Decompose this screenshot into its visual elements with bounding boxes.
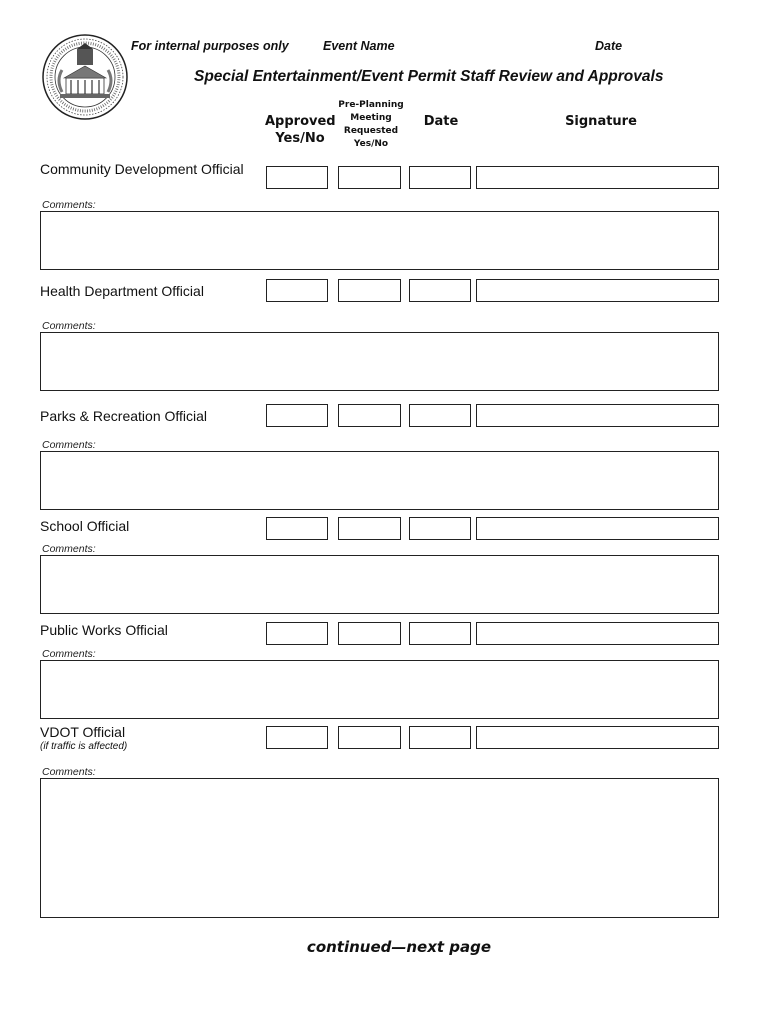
public-works-approved-field[interactable]	[266, 622, 328, 645]
parks-recreation-date-field[interactable]	[409, 404, 471, 427]
public-works-signature-field[interactable]	[476, 622, 719, 645]
public-works-preplanning-field[interactable]	[338, 622, 401, 645]
pre-planning-header-line1: Pre-Planning	[338, 100, 404, 110]
community-development-label: Community Development Official	[40, 161, 244, 177]
health-department-signature-field[interactable]	[476, 279, 719, 302]
parks-recreation-comments-field[interactable]	[40, 451, 719, 510]
health-department-comments-field[interactable]	[40, 332, 719, 391]
approved-header-line2: Yes/No	[275, 131, 325, 146]
date-column-header: Date	[423, 114, 459, 129]
community-development-comments-field[interactable]	[40, 211, 719, 270]
county-seal-logo	[42, 34, 128, 120]
health-department-approved-field[interactable]	[266, 279, 328, 302]
vdot-comments-label: Comments:	[42, 766, 96, 778]
school-approved-field[interactable]	[266, 517, 328, 540]
school-label: School Official	[40, 518, 130, 534]
event-name-label: Event Name	[323, 39, 395, 53]
approved-header-line1: Approved	[265, 114, 336, 129]
vdot-label: VDOT Official	[40, 724, 126, 740]
school-preplanning-field[interactable]	[338, 517, 401, 540]
vdot-comments-field[interactable]	[40, 778, 719, 918]
public-works-label: Public Works Official	[40, 622, 168, 638]
public-works-comments-field[interactable]	[40, 660, 719, 719]
pre-planning-header-line2: Meeting	[350, 113, 392, 123]
continued-next-page-note: continued—next page	[306, 938, 492, 956]
signature-column-header: Signature	[565, 114, 637, 129]
parks-recreation-label: Parks & Recreation Official	[40, 408, 208, 424]
internal-purposes-label: For internal purposes only	[131, 39, 289, 53]
school-comments-label: Comments:	[42, 543, 96, 555]
parks-recreation-signature-field[interactable]	[476, 404, 719, 427]
school-comments-field[interactable]	[40, 555, 719, 614]
vdot-signature-field[interactable]	[476, 726, 719, 749]
parks-recreation-approved-field[interactable]	[266, 404, 328, 427]
health-department-comments-label: Comments:	[42, 320, 96, 332]
pre-planning-column-header	[336, 99, 406, 151]
approved-column-header	[265, 113, 335, 147]
parks-recreation-preplanning-field[interactable]	[338, 404, 401, 427]
pre-planning-header-line3: Requested	[343, 126, 399, 136]
community-development-signature-field[interactable]	[476, 166, 719, 189]
parks-recreation-comments-label: Comments:	[42, 439, 96, 451]
community-development-preplanning-field[interactable]	[338, 166, 401, 189]
health-department-date-field[interactable]	[409, 279, 471, 302]
school-signature-field[interactable]	[476, 517, 719, 540]
community-development-approved-field[interactable]	[266, 166, 328, 189]
community-development-date-field[interactable]	[409, 166, 471, 189]
vdot-approved-field[interactable]	[266, 726, 328, 749]
health-department-label: Health Department Official	[40, 283, 204, 299]
vdot-sublabel: (if traffic is affected)	[40, 741, 128, 752]
vdot-date-field[interactable]	[409, 726, 471, 749]
health-department-preplanning-field[interactable]	[338, 279, 401, 302]
public-works-comments-label: Comments:	[42, 648, 96, 660]
pre-planning-header-line4: Yes/No	[353, 139, 389, 149]
form-title: Special Entertainment/Event Permit Staff Review and Approvals	[194, 68, 664, 85]
date-header-label: Date	[595, 39, 623, 53]
school-date-field[interactable]	[409, 517, 471, 540]
vdot-preplanning-field[interactable]	[338, 726, 401, 749]
community-development-comments-label: Comments:	[42, 199, 96, 211]
public-works-date-field[interactable]	[409, 622, 471, 645]
